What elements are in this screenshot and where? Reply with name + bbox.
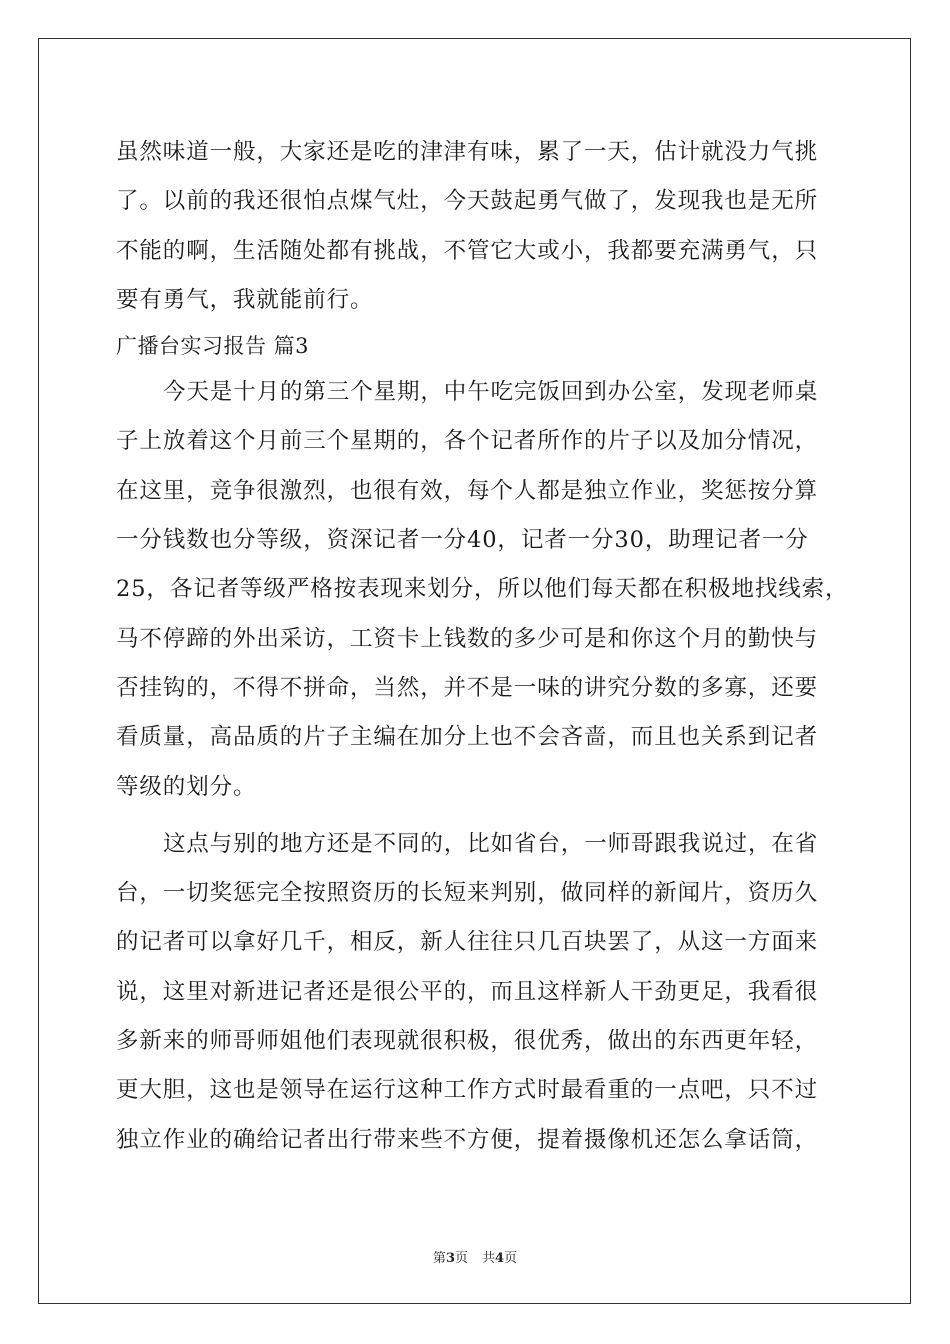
paragraph	[116, 820, 836, 1165]
text-line: 虽然味道一般，大家还是吃的津津有味，累了一天，估计就没力气挑	[116, 139, 819, 165]
page-prefix: 第	[432, 1251, 446, 1266]
page-footer	[0, 1247, 950, 1266]
text-line: 说，这里对新进记者还是很公平的，而且这样新人干劲更足，我看很	[116, 978, 819, 1005]
text-line: 子上放着这个月前三个星期的，各个记者所作的片子以及加分情况，	[116, 428, 819, 455]
text-line: 这点与别的地方还是不同的，比如省台，一师哥跟我说过，在省	[163, 830, 819, 857]
page-suffix: 页	[454, 1251, 468, 1266]
page-indicator	[433, 1251, 468, 1266]
text-line: 否挂钩的，不得不拼命，当然，并不是一味的讲究分数的多寡，还要	[116, 674, 819, 701]
text-line: 多新来的师哥师姐他们表现就很积极，很优秀，做出的东西更年轻，	[116, 1028, 819, 1055]
text-line: 看质量，高品质的片子主编在加分上也不会吝啬，而且也关系到记者	[116, 724, 819, 751]
text-line: 25，各记者等级严格按表现来划分，所以他们每天都在积极地找线索，	[116, 576, 849, 603]
total-pages: 4	[495, 1251, 505, 1266]
text-line: 台，一切奖惩完全按照资历的长短来判别，做同样的新闻片，资历久	[116, 880, 819, 907]
section-heading: 广播台实习报告 篇3	[116, 334, 310, 359]
text-line: 的记者可以拿好几千，相反，新人往往只几百块罢了，从这一方面来	[116, 929, 819, 956]
paragraph	[116, 128, 836, 325]
page-number: 3	[445, 1251, 455, 1266]
document-body	[116, 128, 849, 1165]
text-line: 更大胆，这也是领导在运行这种工作方式时最看重的一点吧，只不过	[116, 1077, 819, 1104]
paragraph	[116, 368, 849, 812]
text-line: 要有勇气，我就能前行。	[116, 286, 374, 313]
text-line: 等级的划分。	[116, 773, 257, 800]
text-line: 独立作业的确给记者出行带来些不方便，提着摄像机还怎么拿话筒，	[116, 1126, 819, 1153]
total-suffix: 页	[504, 1251, 518, 1266]
total-prefix: 共	[482, 1251, 496, 1266]
text-line: 今天是十月的第三个星期，中午吃完饭回到办公室，发现老师桌	[163, 379, 819, 406]
total-indicator	[482, 1251, 517, 1266]
text-line: 马不停蹄的外出采访，工资卡上钱数的多少可是和你这个月的勤快与	[116, 625, 819, 652]
text-line: 不能的啊，生活随处都有挑战，不管它大或小，我都要充满勇气，只	[116, 237, 819, 264]
text-line: 在这里，竞争很激烈，也很有效，每个人都是独立作业，奖惩按分算	[116, 477, 819, 504]
text-line: 了。以前的我还很怕点煤气灶，今天鼓起勇气做了，发现我也是无所	[116, 188, 819, 215]
text-line: 一分钱数也分等级，资深记者一分40，记者一分30，助理记者一分	[116, 527, 809, 554]
